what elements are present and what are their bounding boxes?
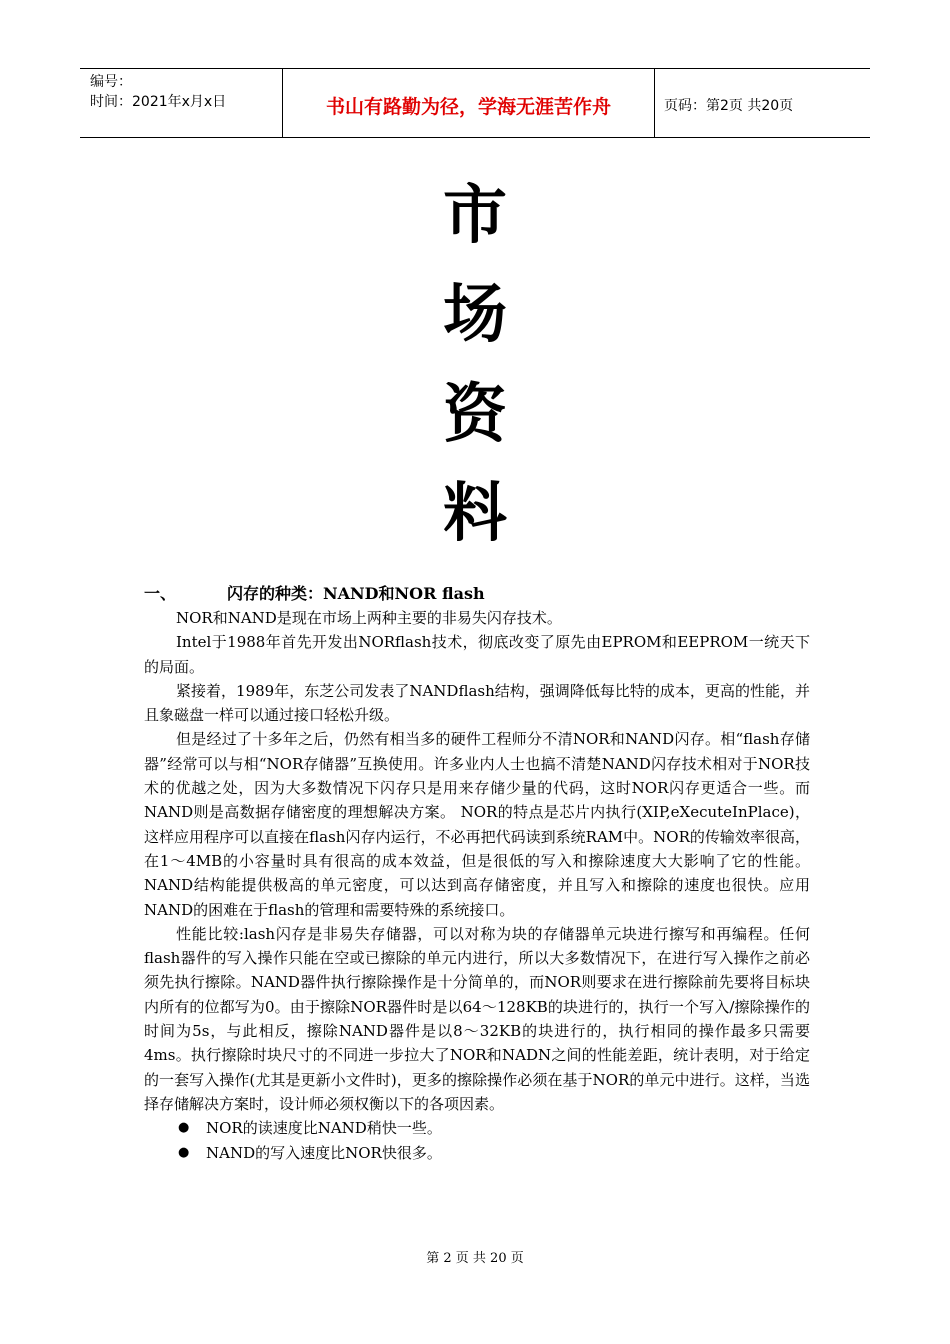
header-motto: 书山有路勤为径，学海无涯苦作舟 — [282, 69, 655, 137]
title-char: 资 — [443, 378, 507, 452]
title-char: 场 — [443, 278, 507, 352]
paragraph: 紧接着，1989年，东芝公司发表了NANDflash结构，强调降低每比特的成本，更高的性能，并且象磁盘一样可以通过接口轻松升级。 — [144, 681, 810, 725]
paragraph: Intel于1988年首先开发出NORflash技术，彻底改变了原先由EPROM和EEPROM一统天下的局面。 — [144, 633, 810, 676]
section-title: 闪存的种类：NAND和NOR flash — [227, 584, 485, 603]
paragraph: 但是经过了十多年之后，仍然有相当多的硬件工程师分不清NOR和NAND闪存。相“flash存储器”经常可以与相“NOR存储器”互换使用。许多业内人士也搞不清楚NAND闪存技术相对于NOR技术的优越之处，因为大多数情况下闪存只是用来存储少量的代码，这时NOR闪存更适合一些。而NAND则是高数据存储密度的理想解决方案。 NOR的特点是芯片内执行(XIP,eXecuteInPlace)，这样应用程序可以直接在flash闪存内运行，不必再把代码读到系统RAM中。NOR的传输效率很高，在1～4MB的小容量时具有很高的成本效益，但是很低的写入和擦除速度大大影响了它的性能。 NAND结构能提供极高的单元密度，可以达到高存储密度，并且写入和擦除的速度也很快。应用NAND的困难在于flash的管理和需要特殊的系统接口。 — [144, 730, 810, 919]
bullet-item — [178, 1116, 810, 1140]
title-char: 料 — [443, 477, 507, 551]
bullet-dot-icon: ● — [178, 1120, 190, 1136]
page-header — [80, 68, 870, 138]
document-body — [144, 582, 810, 1165]
document-time-label: 时间：2021年x月x日 — [90, 94, 227, 110]
bullet-text: NOR的读速度比NAND稍快一些。 — [206, 1119, 442, 1138]
page-footer: 第 2 页 共 20 页 — [426, 1251, 524, 1266]
header-page-label: 页码：第2页 共20页 — [664, 98, 794, 114]
paragraph: NOR和NAND是现在市场上两种主要的非易失闪存技术。 — [176, 609, 562, 627]
bullet-item — [178, 1141, 810, 1165]
title-char: 市 — [443, 179, 507, 253]
document-number-label: 编号： — [90, 74, 132, 90]
bullet-text: NAND的写入速度比NOR快很多。 — [206, 1143, 442, 1162]
paragraph: 性能比较:lash闪存是非易失存储器，可以对称为块的存储器单元块进行擦写和再编程。任何flash器件的写入操作只能在空或已擦除的单元内进行，所以大多数情况下，在进行写入操作之前必须先执行擦除。NAND器件执行擦除操作是十分简单的，而NOR则要求在进行擦除前先要将目标块内所有的位都写为0。由于擦除NOR器件时是以64～128KB的块进行的，执行一个写入/擦除操作的时间为5s，与此相反，擦除NAND器件是以8～32KB的块进行的，执行相同的操作最多只需要4ms。执行擦除时块尺寸的不同进一步拉大了NOR和NADN之间的性能差距，统计表明，对于给定的一套写入操作(尤其是更新小文件时)，更多的擦除操作必须在基于NOR的单元中进行。这样，当选择存储解决方案时，设计师必须权衡以下的各项因素。 — [144, 924, 810, 1113]
bullet-dot-icon: ● — [178, 1144, 190, 1160]
section-number: 一、 — [144, 584, 177, 603]
section-heading — [144, 582, 810, 606]
header-info-cell — [80, 69, 282, 137]
